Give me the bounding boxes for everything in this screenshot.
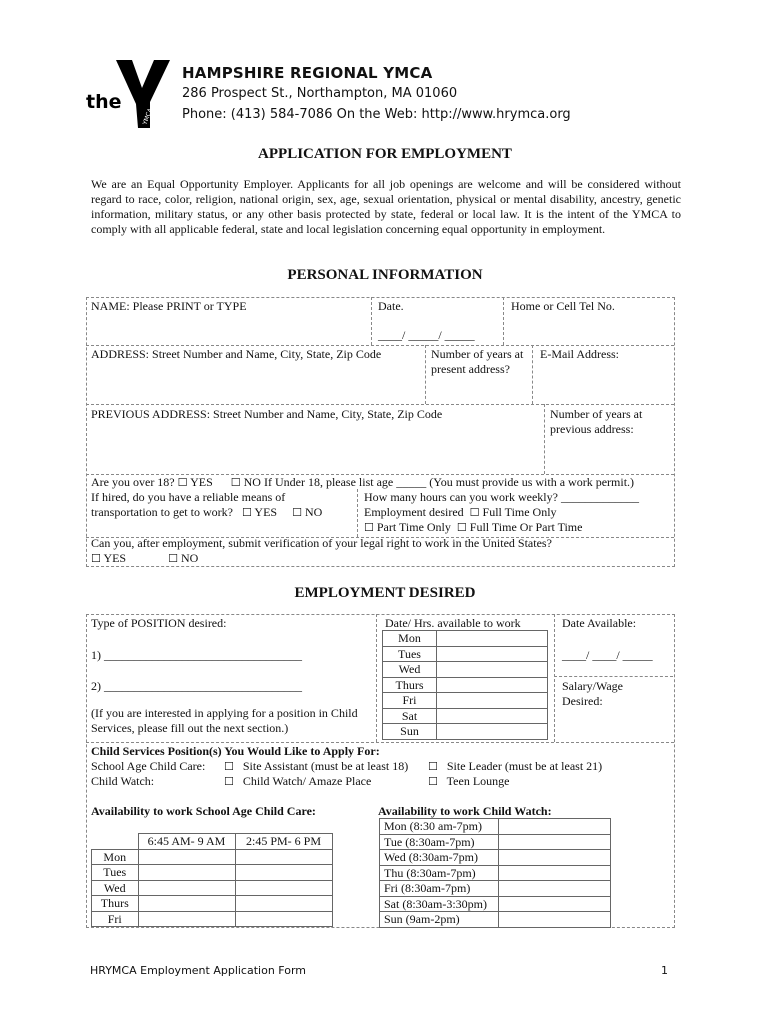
hours-row	[383, 693, 548, 709]
school-age-label: School Age Child Care:	[91, 759, 206, 773]
position-label: Type of POSITION desired:	[91, 616, 227, 630]
hours-row	[383, 631, 548, 647]
personal-info-heading: PERSONAL INFORMATION	[287, 267, 483, 283]
date-available-label: Date Available:	[562, 616, 637, 630]
transport-yes-checkbox[interactable]: ☐	[241, 506, 252, 519]
sacc-availability-cell[interactable]	[138, 896, 235, 912]
cw-day-label: Mon (8:30 am-7pm)	[380, 819, 499, 835]
cw-availability-table	[379, 818, 611, 928]
org-address: 286 Prospect St., Northampton, MA 01060	[182, 86, 458, 101]
cw-availability-cell[interactable]	[499, 834, 611, 850]
years-present-label: Number of years at present address?	[431, 347, 524, 376]
ymca-logo	[82, 54, 192, 134]
cw-availability-cell[interactable]	[499, 881, 611, 897]
hours-question: How many hours can you work weekly? _____________	[364, 490, 639, 504]
day-label: Sat	[383, 708, 437, 724]
over18-no-checkbox[interactable]: ☐	[230, 476, 241, 489]
verify-row	[91, 551, 198, 566]
cw-availability-cell[interactable]	[499, 912, 611, 928]
sacc-day-label: Thurs	[92, 896, 139, 912]
teen-lounge-checkbox[interactable]: ☐	[428, 775, 438, 788]
verify-question: Can you, after employment, submit verification of your legal right to work in the United States?	[91, 536, 552, 550]
child-watch-amaze-option	[224, 774, 371, 789]
full-or-part-label: Full Time Or Part Time	[469, 520, 583, 534]
date-label: Date.	[378, 299, 404, 313]
cw-row	[380, 865, 611, 881]
hours-cell[interactable]	[437, 662, 548, 678]
child-watch-label: Child Watch:	[91, 774, 155, 788]
full-time-only-checkbox[interactable]: ☐	[469, 506, 480, 519]
hours-cell[interactable]	[437, 708, 548, 724]
page-number: 1	[661, 964, 668, 977]
teen-lounge-label: Teen Lounge	[446, 774, 510, 788]
transport-question-line2: transportation to get to work?	[91, 505, 233, 519]
sacc-day-label: Wed	[92, 880, 139, 896]
sacc-row	[92, 911, 333, 927]
site-assistant-option	[224, 759, 408, 774]
prev-address-label: PREVIOUS ADDRESS: Street Number and Name, City, State, Zip Code	[91, 407, 443, 421]
transport-no-checkbox[interactable]: ☐	[292, 506, 302, 519]
site-leader-label: Site Leader (must be at least 21)	[446, 759, 603, 773]
hours-row	[383, 724, 548, 740]
hours-cell[interactable]	[437, 693, 548, 709]
cw-availability-cell[interactable]	[499, 850, 611, 866]
under18-text: If Under 18, please list age _____ (You must provide us with a work permit.)	[263, 475, 635, 489]
phone-field[interactable]	[511, 314, 669, 342]
address-field[interactable]	[91, 362, 421, 402]
name-label: NAME: Please PRINT or TYPE	[91, 299, 247, 313]
part-time-only-checkbox[interactable]: ☐	[364, 521, 374, 534]
child-services-note: (If you are interested in applying for a position in Child Services, please fill out the next section.)	[91, 706, 358, 735]
verify-yes-checkbox[interactable]: ☐	[91, 552, 101, 565]
sacc-availability-cell[interactable]	[138, 865, 235, 881]
logo-ymca-text: YMCA	[141, 107, 155, 126]
site-leader-option	[428, 759, 602, 774]
position-line-1[interactable]: 1) _________________________________	[91, 648, 302, 662]
org-contact: Phone: (413) 584-7086 On the Web: http://www.hrymca.org	[182, 107, 571, 122]
sacc-availability-cell[interactable]	[235, 880, 332, 896]
cw-day-label: Fri (8:30am-7pm)	[380, 881, 499, 897]
cw-row	[380, 896, 611, 912]
sacc-availability-table	[91, 833, 333, 927]
position-line-2[interactable]: 2) _________________________________	[91, 679, 302, 693]
cw-availability-cell[interactable]	[499, 896, 611, 912]
hours-row	[383, 708, 548, 724]
cw-availability-cell[interactable]	[499, 865, 611, 881]
hours-row	[383, 646, 548, 662]
logo-the-text: the	[86, 91, 122, 113]
transport-question-line1: If hired, do you have a reliable means of	[91, 490, 286, 504]
cw-day-label: Wed (8:30am-7pm)	[380, 850, 499, 866]
cw-row	[380, 819, 611, 835]
part-time-only-label: Part Time Only	[376, 520, 451, 534]
employment-desired-heading: EMPLOYMENT DESIRED	[294, 585, 476, 601]
sacc-availability-cell[interactable]	[235, 849, 332, 865]
day-label: Tues	[383, 646, 437, 662]
transport-row	[91, 505, 322, 520]
cw-day-label: Sun (9am-2pm)	[380, 912, 499, 928]
sacc-availability-cell[interactable]	[235, 865, 332, 881]
cw-row	[380, 850, 611, 866]
over18-yes-checkbox[interactable]: ☐	[177, 476, 188, 489]
transport-yes-label: YES	[254, 505, 278, 519]
sacc-day-label: Mon	[92, 849, 139, 865]
child-watch-amaze-label: Child Watch/ Amaze Place	[242, 774, 372, 788]
hours-cell[interactable]	[437, 724, 548, 740]
full-or-part-checkbox[interactable]: ☐	[456, 521, 467, 534]
footer-form-name: HRYMCA Employment Application Form	[90, 964, 306, 977]
cw-day-label: Thu (8:30am-7pm)	[380, 865, 499, 881]
verify-no-label: NO	[180, 551, 199, 565]
hours-cell[interactable]	[437, 677, 548, 693]
cw-day-label: Tue (8:30am-7pm)	[380, 834, 499, 850]
sacc-row	[92, 865, 333, 881]
over18-question: Are you over 18?	[91, 475, 175, 489]
phone-label: Home or Cell Tel No.	[511, 299, 615, 313]
full-time-only-label: Full Time Only	[482, 505, 557, 519]
sacc-day-label: Fri	[92, 911, 139, 927]
over18-row	[91, 475, 634, 490]
part-time-row	[364, 520, 582, 535]
teen-lounge-option	[428, 774, 509, 789]
sacc-col-header: 6:45 AM- 9 AM	[138, 834, 235, 850]
sacc-availability-cell[interactable]	[235, 911, 332, 927]
salary-label: Salary/Wage Desired:	[562, 679, 624, 708]
years-prev-label: Number of years at previous address:	[550, 407, 643, 436]
cw-day-label: Sat (8:30am-3:30pm)	[380, 896, 499, 912]
cw-row	[380, 834, 611, 850]
site-leader-checkbox[interactable]: ☐	[428, 760, 438, 773]
sacc-availability-cell[interactable]	[235, 896, 332, 912]
avail-cw-heading: Availability to work Child Watch:	[378, 804, 552, 818]
sacc-availability-cell[interactable]	[138, 849, 235, 865]
sacc-availability-cell[interactable]	[138, 880, 235, 896]
verify-yes-label: YES	[103, 551, 127, 565]
sacc-col-header: 2:45 PM- 6 PM	[235, 834, 332, 850]
date-available-field[interactable]: ____/ ____/ _____	[562, 648, 653, 662]
address-label: ADDRESS: Street Number and Name, City, State, Zip Code	[91, 347, 382, 361]
verify-no-checkbox[interactable]: ☐	[168, 552, 178, 565]
day-label: Thurs	[383, 677, 437, 693]
site-assistant-checkbox[interactable]: ☐	[224, 760, 234, 773]
over18-yes-label: YES	[190, 475, 213, 489]
cw-row	[380, 912, 611, 928]
hours-row	[383, 677, 548, 693]
eeo-statement: We are an Equal Opportunity Employer. Applicants for all job openings are welcome and will be considered without regard to race, color, religion, national origin, sex, age, sexual orientation, physical or mental disability, ancestry, genetic information, military status, or any other basis protected by state, federal or local law. It is the intent of the YMCA to comply with all applicable federal, state and local legislation concerning equal opportunity in employment.	[91, 177, 681, 236]
over18-no-label: NO	[243, 475, 261, 489]
child-watch-amaze-checkbox[interactable]: ☐	[224, 775, 234, 788]
sacc-header-row	[92, 834, 333, 850]
child-services-heading: Child Services Position(s) You Would Like to Apply For:	[91, 744, 380, 758]
employment-desired-row	[364, 505, 557, 520]
employment-desired-label: Employment desired	[364, 505, 464, 519]
hours-row	[383, 662, 548, 678]
date-field[interactable]: ____/ _____/ _____	[378, 328, 475, 342]
cw-availability-cell[interactable]	[499, 819, 611, 835]
hours-available-label: Date/ Hrs. available to work	[385, 616, 521, 630]
sacc-row	[92, 896, 333, 912]
hours-available-table	[382, 630, 548, 740]
cw-row	[380, 881, 611, 897]
prev-address-field[interactable]	[91, 422, 539, 472]
page-title: APPLICATION FOR EMPLOYMENT	[258, 146, 512, 162]
day-label: Wed	[383, 662, 437, 678]
day-label: Sun	[383, 724, 437, 740]
avail-sacc-heading: Availability to work School Age Child Care:	[91, 804, 316, 818]
day-label: Fri	[383, 693, 437, 709]
site-assistant-label: Site Assistant (must be at least 18)	[242, 759, 409, 773]
sacc-day-label: Tues	[92, 865, 139, 881]
hours-cell[interactable]	[437, 646, 548, 662]
transport-no-label: NO	[304, 505, 323, 519]
org-name: HAMPSHIRE REGIONAL YMCA	[182, 64, 433, 82]
name-field[interactable]	[91, 313, 367, 343]
sacc-availability-cell[interactable]	[138, 911, 235, 927]
email-field[interactable]	[540, 362, 670, 402]
email-label: E-Mail Address:	[540, 347, 619, 361]
day-label: Mon	[383, 631, 437, 647]
hours-cell[interactable]	[437, 631, 548, 647]
sacc-row	[92, 880, 333, 896]
sacc-row	[92, 849, 333, 865]
